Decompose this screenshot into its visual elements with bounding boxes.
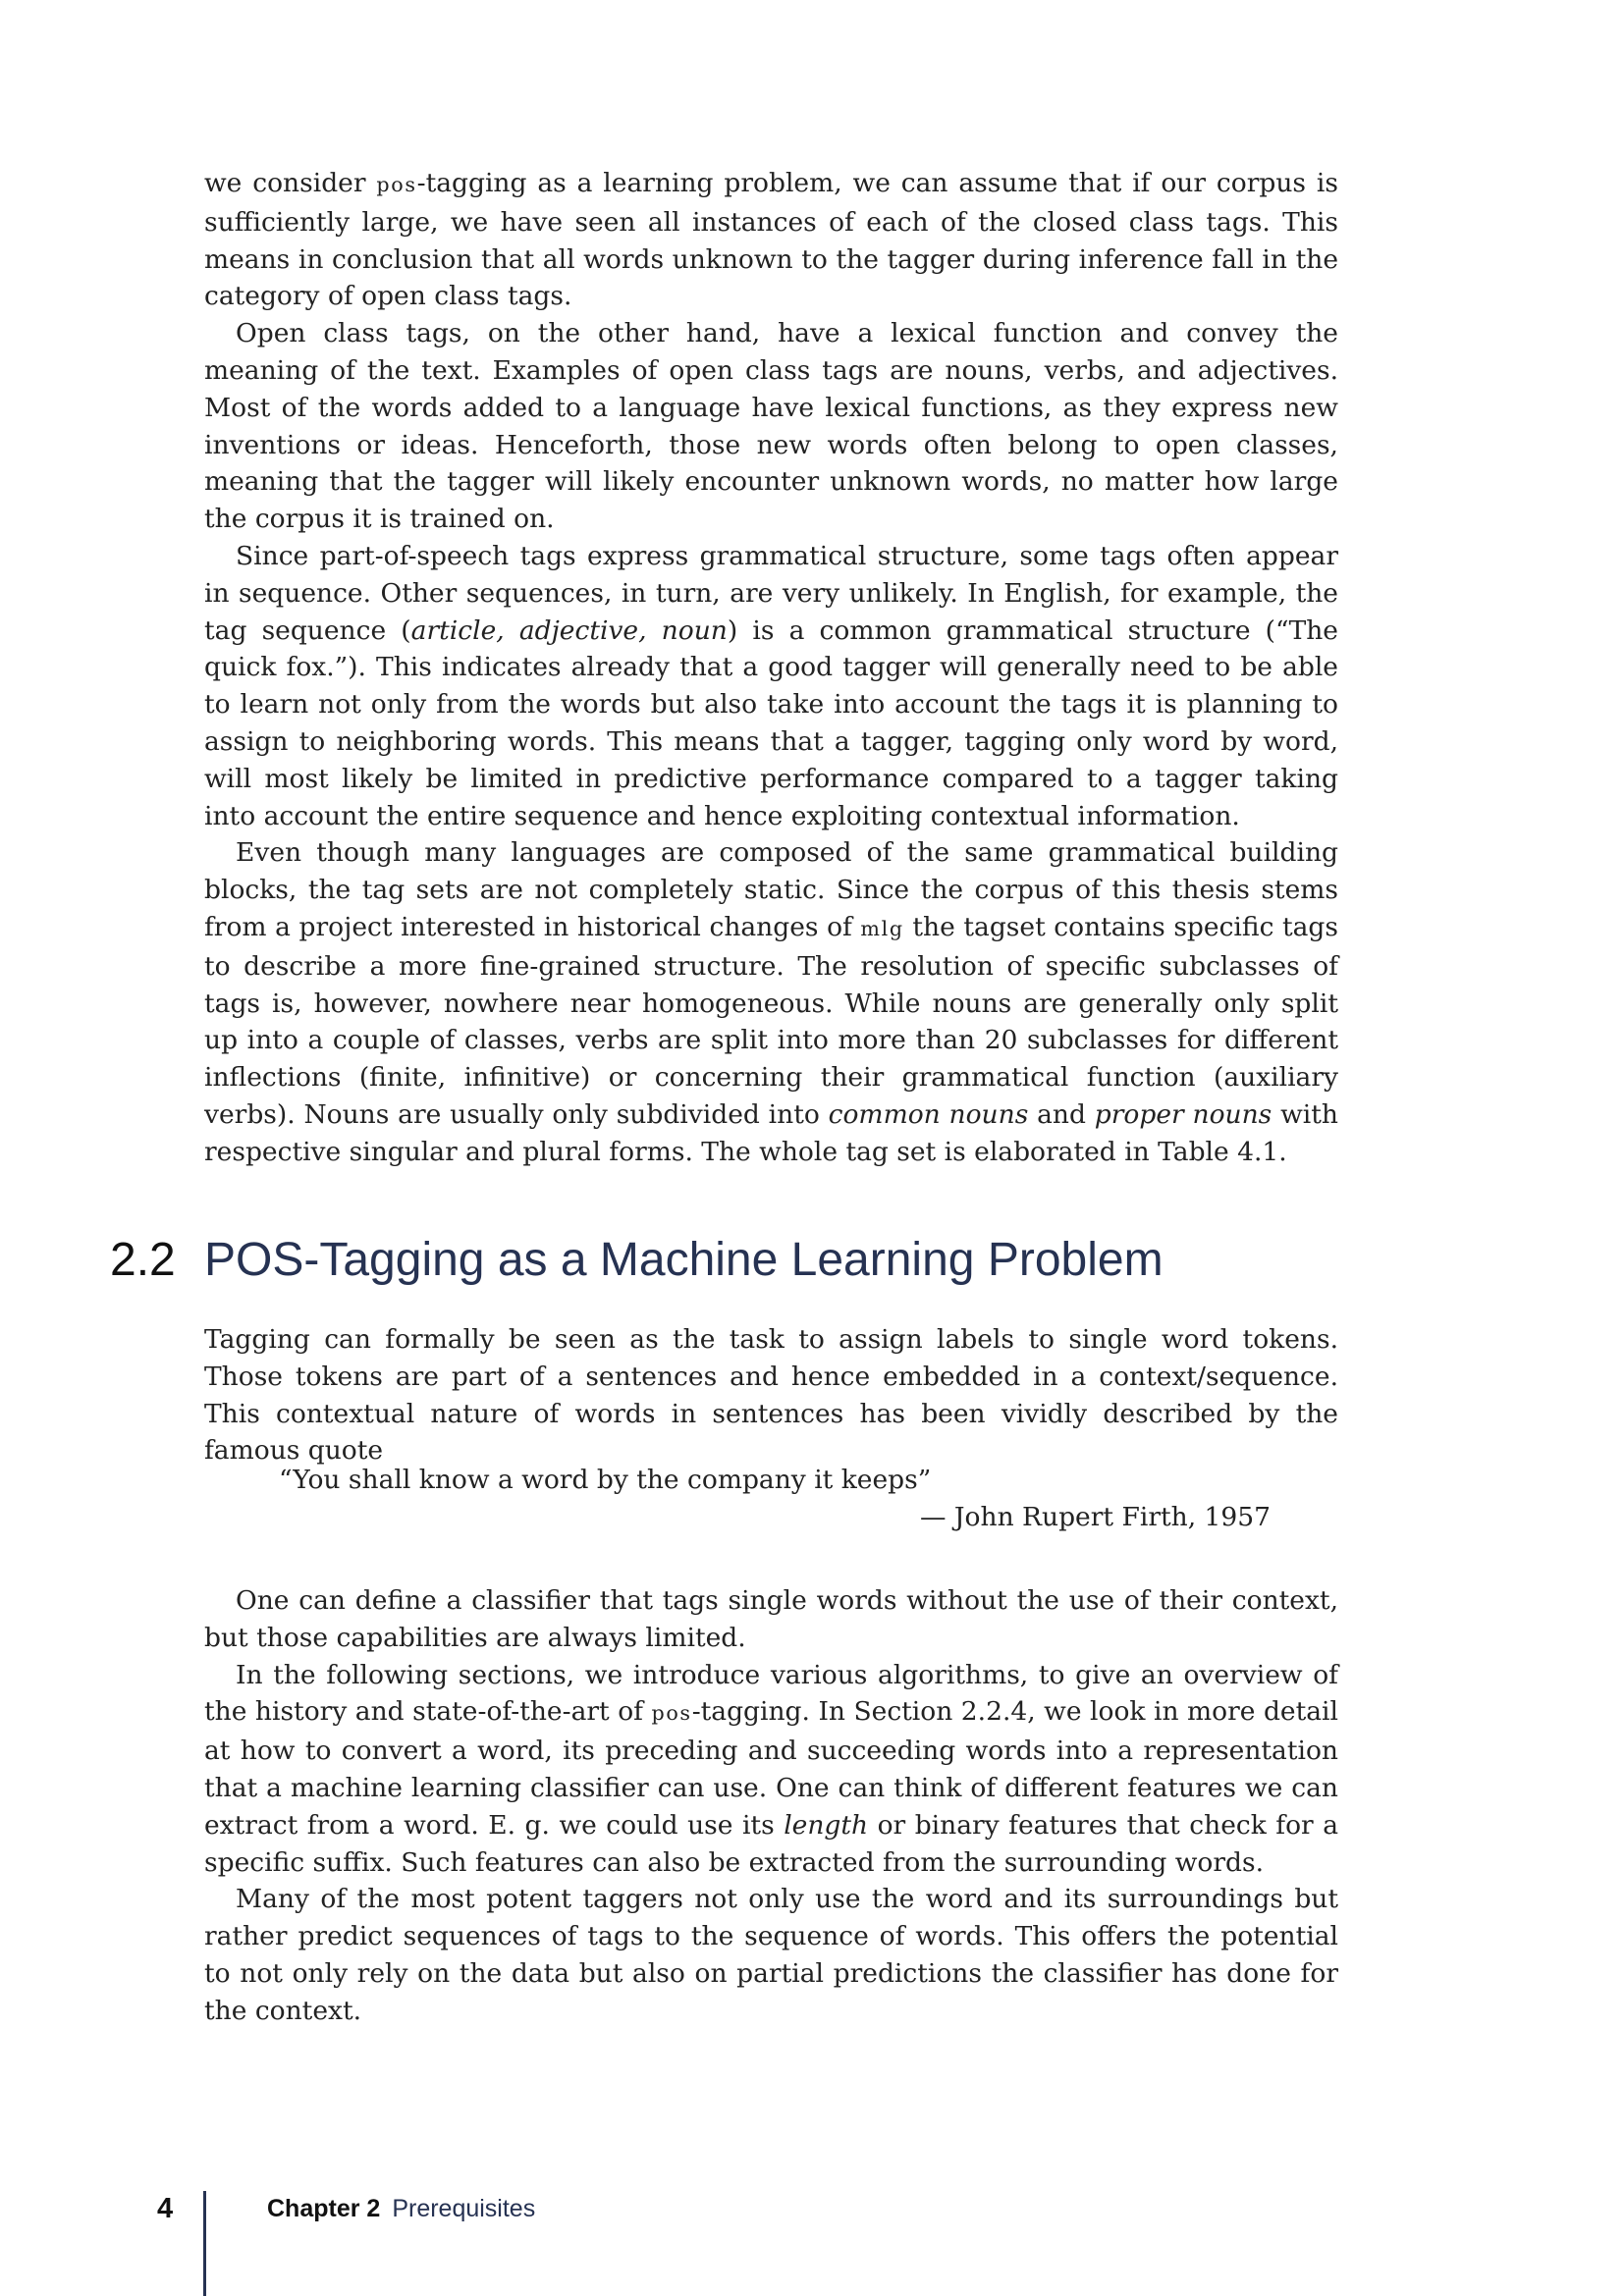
quote-attribution: — John Rupert Firth, 1957: [920, 1501, 1271, 1532]
text-run: One can define a classifier that tags single words without the use of their context, but those capabilities are always limited.: [204, 1585, 1338, 1653]
text-run: Open class tags, on the other hand, have a lexical function and convey the meaning of the text. Examples of open class tags are nouns, verbs, and adjectives. Most of the words added to a language have lexical functions, as they express new inventions or ideas. Henceforth, those new words often belong to open classes, meaning that the tagger will likely encounter unknown words, no matter how large the corpus it is trained on.: [204, 318, 1338, 535]
paragraph: [204, 834, 1338, 1170]
italic-term: article, adjective, noun: [410, 614, 728, 646]
paragraph: [204, 1657, 1338, 1882]
chapter-title: Prerequisites: [392, 2195, 536, 2222]
text-run: Tagging can formally be seen as the task to assign labels to single word tokens. Those tokens are part of a sentences and hence embedded in a context/sequence. This contextual nature of words in sentences has been vividly described by the famous quote: [204, 1324, 1338, 1467]
text-run: the tagset contains specific tags to describe a more fine-grained structure. The resolution of specific subclasses of tags is, however, nowhere near homogeneous. While nouns are generally only split up into a couple of classes, verbs are split into more than 20 subclasses for different inflections (finite, infinitive) or concerning their grammatical function (auxiliary verbs). Nouns are usually only subdivided into: [204, 911, 1338, 1130]
italic-term: length: [784, 1809, 869, 1841]
section-heading: [110, 1231, 1386, 1290]
paragraph: [204, 538, 1338, 834]
body-text-top: [204, 165, 1338, 1171]
section-title: POS-Tagging as a Machine Learning Problem: [204, 1234, 1164, 1286]
small-caps-abbreviation: mlg: [860, 916, 904, 940]
chapter-label: Chapter 2: [267, 2195, 381, 2222]
paragraph: [204, 1321, 1338, 1469]
text-run: ) is a common grammatical structure (“The quick fox.”). This indicates already that a good tagger will generally need to be able to learn not only from the words but also take into account the tags it is planning to assign to neighboring words. This means that a tagger, tagging only word by word, will most likely be limited in predictive performance compared to a tagger taking into account the entire sequence and hence exploiting contextual information.: [204, 614, 1338, 831]
section-number: 2.2: [110, 1234, 176, 1286]
text-run: Even though many languages are composed of the same grammatical building blocks, the tag sets are not completely static. Since the corpus of this thesis stems from a project interested in historical changes of: [204, 837, 1338, 942]
italic-term: proper nouns: [1094, 1098, 1272, 1130]
running-footer: [267, 2195, 535, 2223]
italic-term: common nouns: [828, 1098, 1029, 1130]
text-run: -tagging as a learning problem, we can assume that if our corpus is sufficiently large, we have seen all instances of each of the closed class tags. This means in conclusion that all words unknown to the tagger during inference fall in the category of open class tags.: [204, 168, 1338, 312]
text-run: with respective singular and plural forms. The whole tag set is elaborated in Table 4.1.: [204, 1098, 1338, 1167]
text-run: Many of the most potent taggers not only use the word and its surroundings but rather predict sequences of tags to the sequence of words. This offers the potential to not only rely on the data but also on partial predictions the classifier has done for the context.: [204, 1884, 1338, 2026]
text-run: In the following sections, we introduce various algorithms, to give an overview of the history and state-of-the-art of: [204, 1659, 1338, 1728]
paragraph: [204, 1582, 1338, 1657]
epigraph-quote: [279, 1462, 1271, 1536]
text-run: we consider: [204, 168, 377, 198]
paragraph: [204, 165, 1338, 315]
body-text-section-intro: [204, 1321, 1338, 1469]
text-run: -tagging. In Section 2.2.4, we look in more detail at how to convert a word, its preceding and succeeding words into a representation that a machine learning classifier can use. One can think of different features we can extract from a word. E. g. we could use its: [204, 1696, 1338, 1841]
paragraph: [204, 1881, 1338, 2029]
text-run: and: [1028, 1098, 1095, 1130]
small-caps-abbreviation: pos: [376, 173, 417, 196]
footer-rule: [203, 2191, 206, 2296]
text-run: Since part-of-speech tags express grammatical structure, some tags often appear in sequence. Other sequences, in turn, are very unlikely. In English, for example, the tag sequence (: [204, 540, 1338, 646]
paragraph: [204, 315, 1338, 538]
page-number: 4: [157, 2193, 174, 2224]
small-caps-abbreviation: pos: [651, 1701, 692, 1726]
text-run: or binary features that check for a specific suffix. Such features can also be extracted from the surrounding words.: [204, 1809, 1338, 1878]
body-text-after-quote: [204, 1582, 1338, 2030]
quote-text: “You shall know a word by the company it keeps”: [279, 1465, 932, 1495]
